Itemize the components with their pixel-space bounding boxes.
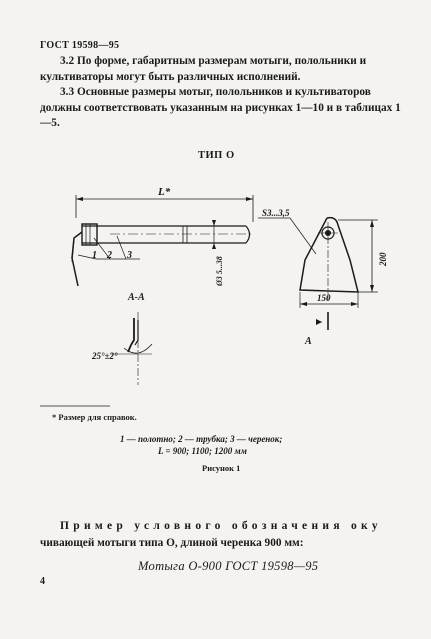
callout-2: 2 <box>107 250 112 261</box>
blade-side <box>72 232 82 286</box>
paragraph-3-3: 3.3 Основные размеры мотыг, полольников и культиваторов должны соответствовать указанным на рисунках 1—10 и в таблицах 1—5. <box>40 86 401 129</box>
handle-end <box>246 226 250 243</box>
callout-1: 1 <box>92 250 97 261</box>
example-line-2: чивающей мотыги типа О, длиной черенка 900 мм: <box>40 537 304 549</box>
figure-caption: Рисунок 1 <box>202 463 241 473</box>
dim-L-label: L* <box>158 186 171 198</box>
dim-diameter-label: Ø3 5...38 <box>215 256 224 286</box>
figure-type-title: ТИП О <box>198 150 235 161</box>
section-label: А-А <box>128 292 145 303</box>
arrow-A-label: А <box>305 336 312 347</box>
legend-line-1: 1 — полотно; 2 — трубка; 3 — черенок; <box>120 434 283 444</box>
example-heading: Пример условного обозначения оку <box>60 520 382 532</box>
section-profile <box>131 318 134 345</box>
callout-3: 3 <box>127 250 132 261</box>
angle-label: 25°±2° <box>92 351 118 361</box>
ferrule <box>82 224 97 245</box>
footnote: * Размер для справок. <box>52 412 137 422</box>
dim-thickness-label: S3...3,5 <box>262 208 290 218</box>
page-number: 4 <box>40 576 45 587</box>
dim-200-label: 200 <box>378 252 388 266</box>
blade-front <box>300 218 358 292</box>
document-header: ГОСТ 19598—95 <box>40 40 120 51</box>
legend-line-2: L = 900; 1100; 1200 мм <box>158 446 247 456</box>
dim-150-label: 150 <box>317 293 331 303</box>
paragraph-3-2: 3.2 По форме, габаритным размерам мотыги, полольники и культиваторы могут быть различных исполнений. <box>40 55 367 83</box>
designation: Мотыга О-900 ГОСТ 19598—95 <box>138 559 319 573</box>
